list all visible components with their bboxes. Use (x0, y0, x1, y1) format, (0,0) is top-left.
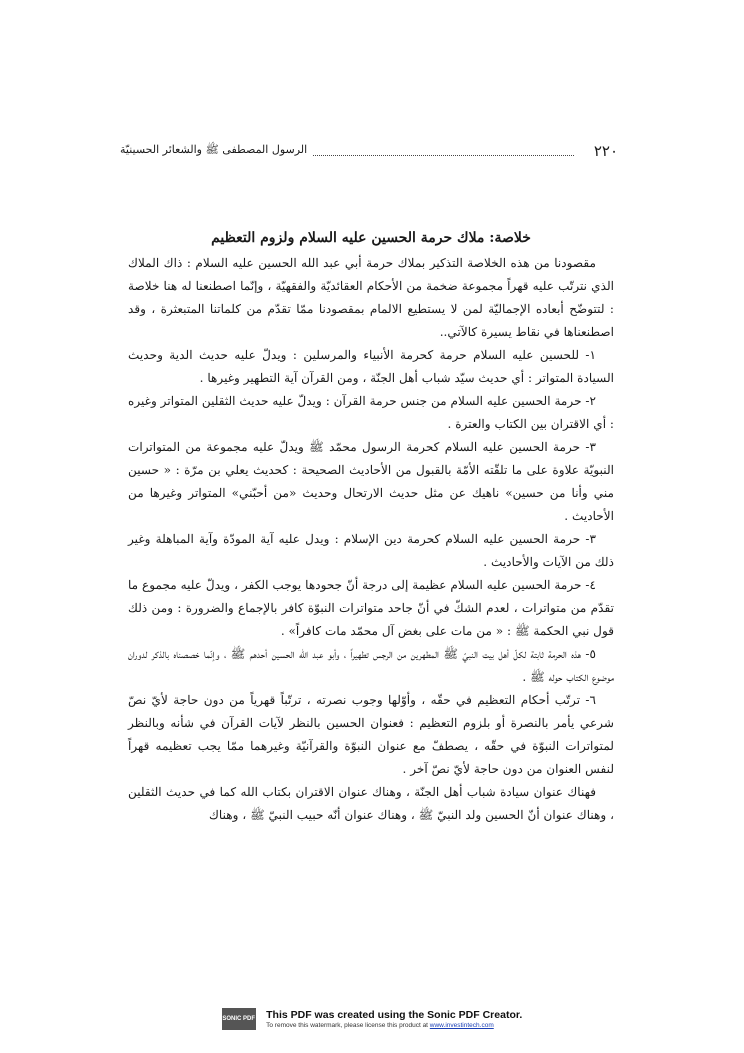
watermark-link[interactable]: www.investintech.com (429, 1021, 494, 1029)
watermark-line-1: This PDF was created using the Sonic PDF Creator. (266, 1008, 523, 1021)
paragraph-intro: مقصودنا من هذه الخلاصة التذكير بملاك حرمة أبي عبد الله الحسين عليه السلام : ذاك الملاك الذي نترتّب عليه قهراً مجموعة ضخمة من الأحكام العقائديّة والفقهيّة ، وإنّما اصطنعنا له هنا خلاصة : لتتوضّح أبعاده الإجماليّة لمن لا يستطيع الالمام بمقصودنا ممّا تقدّم من كلماتنا المتبعثرة ، وقد اصطنعناها في نقاط يسيرة كالآتي.. (128, 256, 614, 339)
header-dotted-rule (313, 155, 574, 156)
page-body (128, 226, 614, 827)
watermark-line-2-text: To remove this watermark, please license this product at (266, 1021, 430, 1029)
section-heading: خلاصة: ملاك حرمة الحسين عليه السلام ولزوم التعظيم (211, 230, 531, 246)
paragraph-point-3: ٣- حرمة الحسين عليه السلام كحرمة الرسول محمّد ﷺ ويدلّ عليه مجموعة من المتواترات النبويّة علاوة على ما تلقّته الأمّة بالقبول من الأحاديث الصحيحة : كحديث يعلي بن مرّة : « حسين مني وأنا من حسين» ناهيك عن مثل حديث الارتحال وحديث «من أحبّني» المتواتر وغيرها من الأحاديث . (128, 440, 614, 523)
pdf-watermark (0, 1008, 744, 1030)
running-title: الرسول المصطفى ﷺ والشعائر الحسينيّة (120, 143, 308, 156)
paragraph-continuation: فهناك عنوان سيادة شباب أهل الجنّة ، وهناك عنوان الاقتران بكتاب الله كما في حديث الثقلين ، وهناك عنوان أنّ الحسين ولد النبيّ ﷺ ، وهناك عنوان أنّه حبيب النبيّ ﷺ ، وهناك (128, 785, 614, 822)
running-header (120, 140, 618, 162)
paragraph-point-5: ٥- هذه الحرمة ثابتة لكلّ أهل بيت النبيّ ﷺ المطهرين من الرجس تطهيراً ، وأبو عبد الله الحسين أحدهم ﷺ ، وإنّما خصصناه بالذكر لدوران موضوع الكتاب حوله ﷺ . (128, 647, 614, 684)
paragraph-point-2: ٢- حرمة الحسين عليه السلام من جنس حرمة القرآن : ويدلّ عليه حديث الثقلين المتواتر وغيره : أي الاقتران بين الكتاب والعترة . (128, 394, 614, 431)
page-number: ٢٢٠ (593, 142, 618, 160)
paragraph-point-1: ١- للحسين عليه السلام حرمة كحرمة الأنبياء والمرسلين : ويدلّ عليه حديث الدية وحديث السيادة المتواتر : أي حديث سيّد شباب أهل الجنّة ، ومن القرآن آية التطهير وغيرها . (128, 348, 614, 385)
watermark-line-2 (266, 1021, 522, 1030)
paragraph-point-4: ٤- حرمة الحسين عليه السلام عظيمة إلى درجة أنّ جحودها يوجب الكفر ، ويدلّ عليه مجموع ما تقدّم من متواترات ، لعدم الشكّ في أنّ جاحد متواترات النبوّة كافر بالإجماع والضرورة : ومن ذلك قول نبي الحكمة ﷺ : « من مات على بغض آل محمّد مات كافراً» . (128, 578, 614, 638)
paragraph-point-3b: ٣- حرمة الحسين عليه السلام كحرمة دين الإسلام : ويدل عليه آية المودّة وآية المباهلة وغير ذلك من الآيات والأحاديث . (128, 532, 614, 569)
sonic-pdf-logo: SONIC PDF (222, 1008, 256, 1030)
paragraph-point-6: ٦- ترتّب أحكام التعظيم في حقّه ، وأوّلها وجوب نصرته ، ترتّباً قهرياً من دون حاجة لأيّ نصّ شرعي يأمر بالنصرة أو بلزوم التعظيم : فعنوان الحسين بالنظر لآيات القرآن في شأنه وبالنظر لمتواترات النبوّة في حقّه ، يصطفّ مع عنوان النبوّة والقرآنيّة وغيرهما ممّا يجب تعظيمه قهراً لنفس العنوان من دون حاجة لأيّ نصّ آخر . (128, 693, 614, 776)
